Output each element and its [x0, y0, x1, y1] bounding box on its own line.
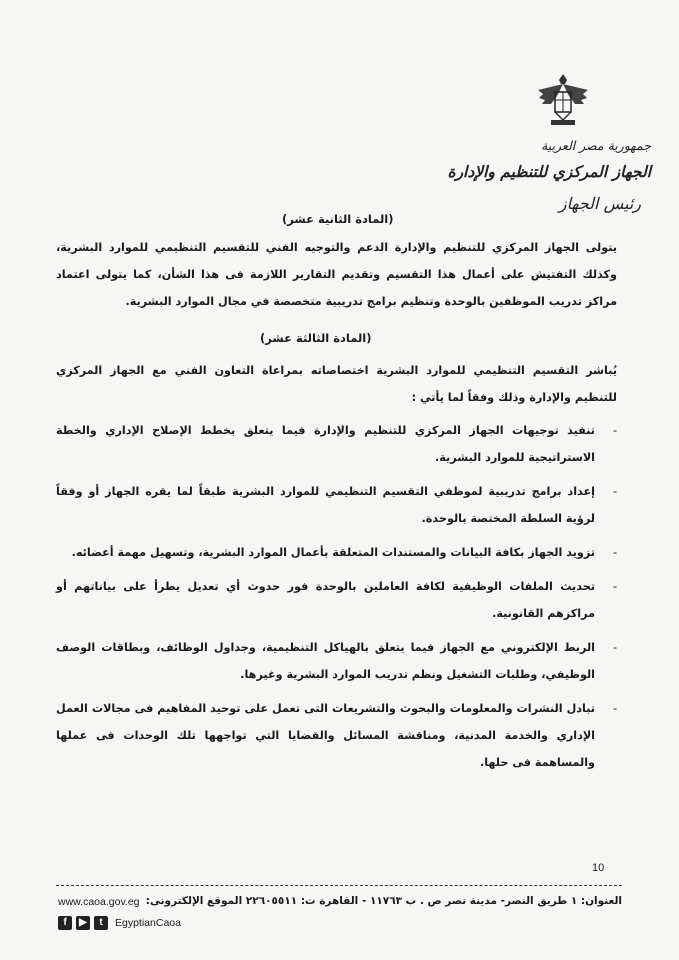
article-13-heading: (المادة الثالثة عشر)	[260, 331, 372, 345]
letterhead-country: جمهورية مصر العربية	[541, 138, 651, 153]
facebook-icon[interactable]: f	[58, 916, 72, 930]
page-number: 10	[592, 862, 605, 874]
footer-divider	[56, 885, 622, 886]
list-item-text: الربط الإلكتروني مع الجهاز فيما يتعلق بالهياكل التنظيمية، وجداول الوظائف، وبطاقات الوصف الوظيفي، وطلبات التشغيل ونظم تدريب الموارد البشرية وغيرها.	[56, 641, 595, 681]
list-item-text: تبادل النشرات والمعلومات والبحوث والتشريعات التى تعمل على توحيد المفاهيم فى مجالات العمل الإداري والخدمة المدنية، ومناقشة المسائل والقضايا التي تواجهها تلك الوحدات فى عملها والمساهمة فى حلها.	[56, 702, 595, 769]
list-item	[56, 417, 617, 471]
letterhead-office: رئيس الجهاز	[558, 194, 641, 213]
twitter-icon[interactable]: t	[94, 916, 108, 930]
list-item	[56, 695, 617, 776]
article-13-list	[56, 417, 617, 776]
youtube-icon[interactable]: ▶	[76, 916, 90, 930]
social-handle: EgyptianCaoa	[115, 917, 181, 929]
article-12-body: يتولى الجهاز المركزي للتنظيم والإدارة الدعم والتوجيه الفني للتقسيم التنظيمي للموارد البشرية، وكذلك التفتيش على أعمال هذا التقسيم وتقديم التقارير اللازمة فى هذا الشأن، كما يتولى اعتماد مراكز تدريب الموظفين بالوحدة وتنظيم برامج تدريبية متخصصة في مجال الموارد البشرية.	[56, 241, 617, 308]
list-item-text: تزويد الجهاز بكافة البيانات والمستندات المتعلقة بأعمال الموارد البشرية، وتسهيل مهمة أعضائه.	[71, 546, 595, 559]
list-item	[56, 573, 617, 627]
article-13-intro: يُباشر التقسيم التنظيمي للموارد البشرية اختصاصاته بمراعاة التعاون الفني مع الجهاز المركزي للتنظيم والإدارة وذلك وفقاً لما يأتي :	[56, 364, 617, 404]
list-item-text: تنفيذ توجيهات الجهاز المركزي للتنظيم والإدارة فيما يتعلق بخطط الإصلاح الإداري والخطة الاستراتيجية للموارد البشرية.	[56, 424, 595, 464]
list-item-text: إعداد برامج تدريبية لموظفي التقسيم التنظيمي للموارد البشرية طبقاً لما يقره الجهاز أو وفقاً لرؤية السلطة المختصة بالوحدة.	[56, 485, 595, 525]
footer-address: العنوان: ١ طريق النصر- مدينة نصر ص . ب ١١٧٦٣ - القاهرة ت: ٢٢٦٠٥٥١١ الموقع الإلكترونى:	[145, 895, 622, 907]
letterhead-agency: الجهاز المركزي للتنظيم والإدارة	[447, 162, 651, 181]
eagle-emblem-icon	[533, 70, 593, 128]
bullet-dash: -	[612, 702, 617, 715]
bullet-dash: -	[612, 641, 617, 654]
article-12-heading: (المادة الثانية عشر)	[282, 212, 394, 226]
list-item	[56, 634, 617, 688]
bullet-dash: -	[612, 546, 617, 559]
social-links	[58, 916, 181, 930]
footer-website-link[interactable]: www.caoa.gov.eg	[58, 896, 140, 908]
list-item	[56, 539, 617, 566]
list-item	[56, 478, 617, 532]
bullet-dash: -	[612, 580, 617, 593]
bullet-dash: -	[612, 424, 617, 437]
bullet-dash: -	[612, 485, 617, 498]
list-item-text: تحديث الملفات الوظيفية لكافة العاملين بالوحدة فور حدوث أي تعديل يطرأ على بياناتهم أو مراكزهم القانونية.	[56, 580, 595, 620]
